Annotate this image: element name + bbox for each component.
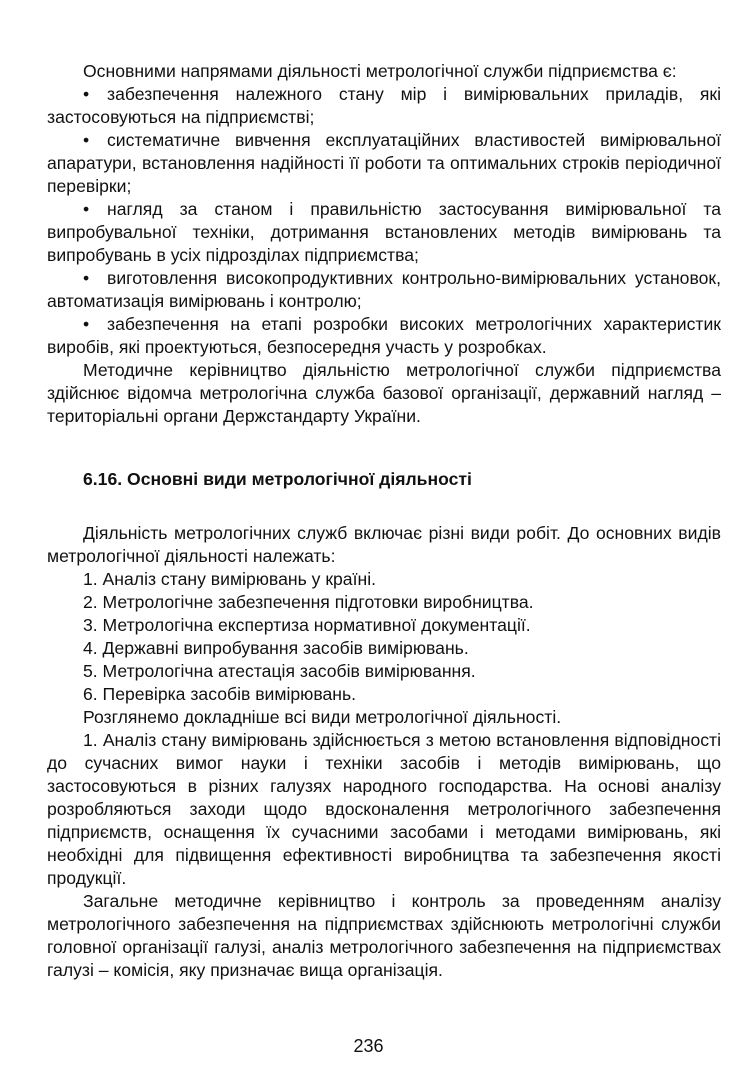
bullet-item bbox=[47, 83, 721, 129]
bullet-item bbox=[47, 198, 721, 267]
bullet-icon: • bbox=[83, 84, 90, 104]
bullet-icon: • bbox=[83, 268, 90, 288]
bullet-text: нагляд за станом і правильністю застосування вимірювальної та випробувальної техніки, дотримання встановлених методів вимірювань та випробувань в усіх підрозділах підприємства; bbox=[47, 199, 721, 265]
page-number: 236 bbox=[353, 1036, 384, 1056]
list-item: 5. Метрологічна атестація засобів вимірювання. bbox=[83, 661, 476, 681]
paragraph: 1. Аналіз стану вимірювань здійснюється з метою встановлення відповідності до сучасних вимог науки і техніки засобів і методів вимірювань, що застосовуються в різних галузях народного господарства. На основі аналізу розробляються заходи щодо вдосконалення метрологічного забезпечення підприємств, оснащення їх сучасними засобами і методами вимірювань, які необхідні для підвищення ефективності виробництва та забезпечення якості продукції. bbox=[47, 730, 721, 888]
list-item: 4. Державні випробування засобів вимірювань. bbox=[83, 638, 469, 658]
paragraph: Загальне методичне керівництво і контроль за проведенням аналізу метрологічного забезпечення на підприємствах здійснюють метрологічні служби головної організації галузі, аналіз метрологічного забезпечення на підприємствах галузі – комісія, яку призначає вища організація. bbox=[47, 891, 721, 980]
bullet-text: виготовлення високопродуктивних контрольно-вимірювальних установок, автоматизація вимірювань і контролю; bbox=[47, 268, 721, 311]
bullet-icon: • bbox=[83, 130, 90, 150]
bullet-icon: • bbox=[83, 199, 90, 219]
bullet-item bbox=[47, 267, 721, 313]
section1-intro: Основними напрямами діяльності метрологічної служби підприємства є: bbox=[83, 61, 677, 81]
bullet-text: систематичне вивчення експлуатаційних властивостей вимірювальної апаратури, встановлення надійності її роботи та оптимальних строків періодичної перевірки; bbox=[47, 130, 721, 196]
bullet-item bbox=[47, 313, 721, 359]
bullet-text: забезпечення належного стану мір і вимірювальних приладів, які застосовуються на підприємстві; bbox=[47, 84, 721, 127]
page-body bbox=[47, 60, 721, 982]
bullet-icon: • bbox=[83, 314, 90, 334]
bullet-item bbox=[47, 129, 721, 198]
section-heading: 6.16. Основні види метрологічної діяльності bbox=[83, 469, 472, 489]
list-item: 3. Метрологічна експертиза нормативної документації. bbox=[83, 615, 531, 635]
section2-intro: Діяльність метрологічних служб включає різні види робіт. До основних видів метрологічної діяльності належать: bbox=[47, 523, 721, 566]
list-item: 6. Перевірка засобів вимірювань. bbox=[83, 684, 357, 704]
section1-closing: Методичне керівництво діяльністю метрологічної служби підприємства здійснює відомча метрологічна служба базової організації, державний нагляд – територіальні органи Держстандарту України. bbox=[47, 360, 721, 426]
list-item: 1. Аналіз стану вимірювань у країні. bbox=[83, 569, 376, 589]
list-item: 2. Метрологічне забезпечення підготовки виробництва. bbox=[83, 592, 534, 612]
paragraph: Розглянемо докладніше всі види метрологічної діяльності. bbox=[83, 707, 562, 727]
bullet-text: забезпечення на етапі розробки високих метрологічних характеристик виробів, які проектуються, безпосередня участь у розробках. bbox=[47, 314, 721, 357]
